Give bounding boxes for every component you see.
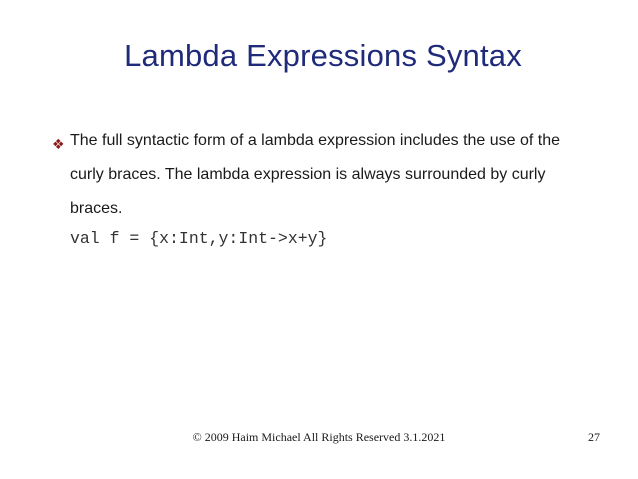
page-number: 27 [588,430,600,444]
diamond-bullet-icon: ❖ [52,137,65,153]
slide-title: Lambda Expressions Syntax [124,38,522,73]
bullet-item [52,134,582,236]
code-snippet: val f = {x:Int,y:Int->x+y} [70,229,328,248]
slide-content [52,134,582,251]
bullet-text: The full syntactic form of a lambda expression includes the use of the curly braces. The lambda expression is always surrounded by curly braces. [70,132,561,217]
footer-copyright: © 2009 Haim Michael All Rights Reserved 3.1.2021 [192,430,446,444]
